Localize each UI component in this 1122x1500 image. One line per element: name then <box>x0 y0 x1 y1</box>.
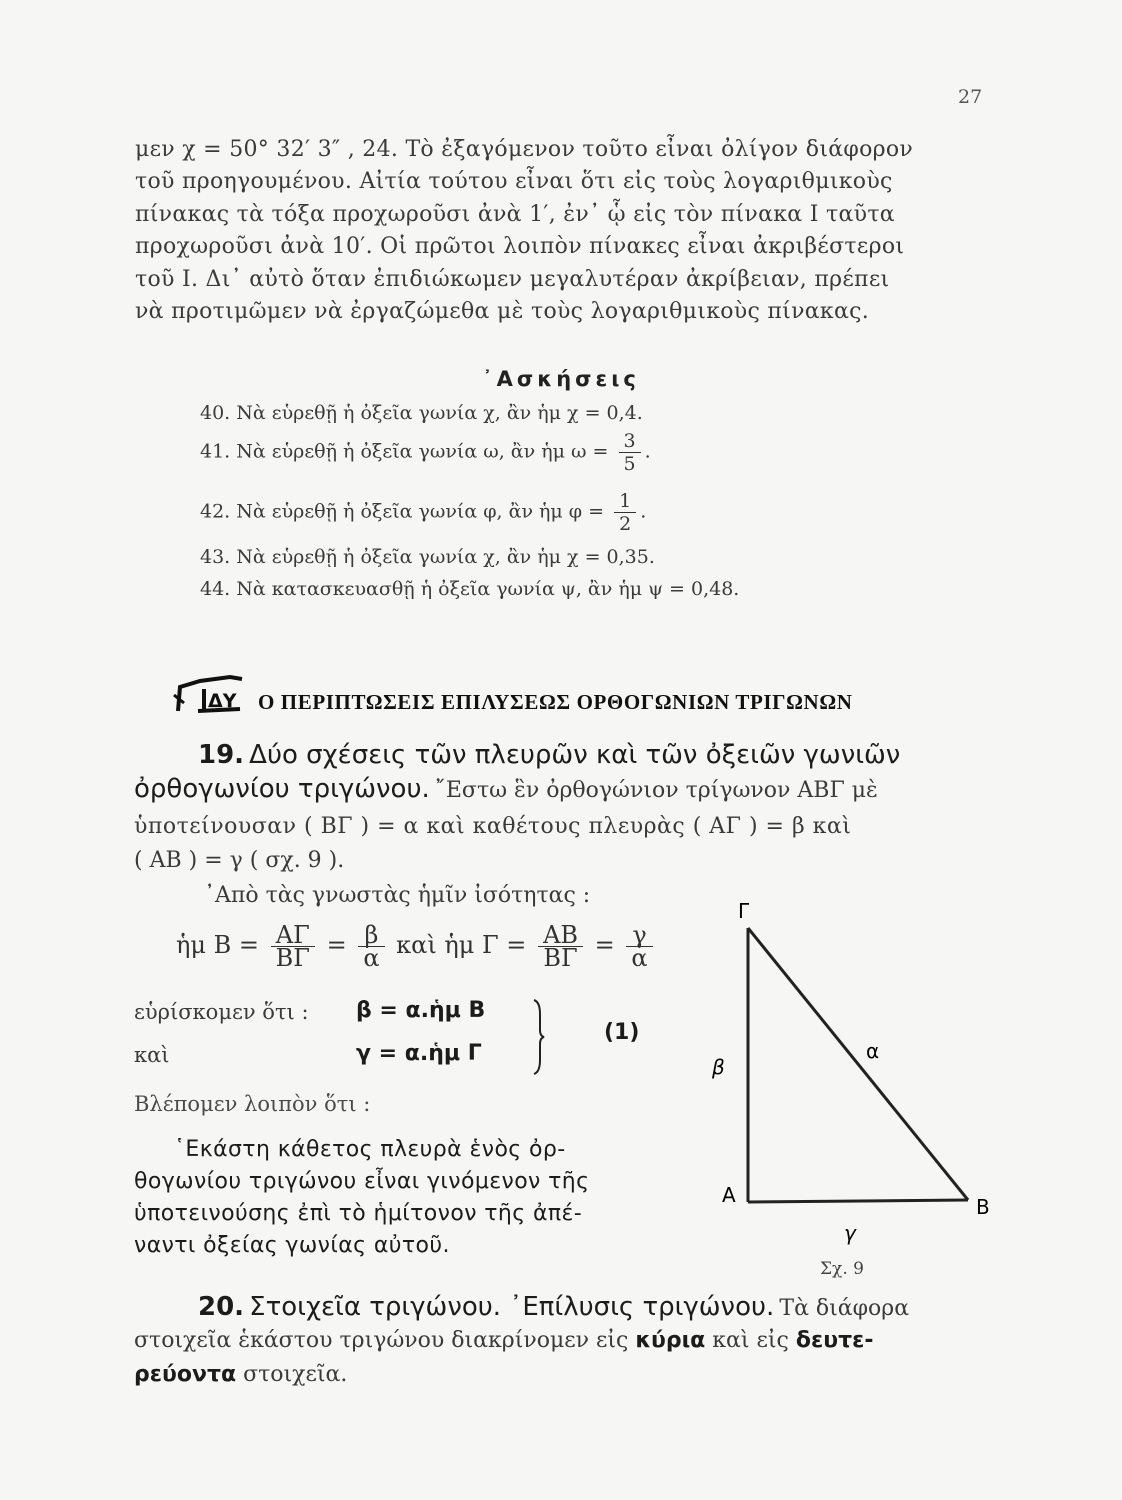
exercise-tail: . <box>644 440 651 463</box>
fraction-numerator: ΑΒ <box>538 924 583 947</box>
para19-heading-line <box>198 738 900 772</box>
rule-line: ναντι ὀξείας γωνίας αὐτοῦ. <box>134 1233 450 1258</box>
text-line: πίνακας τὰ τόξα προχωροῦσι ἀνὰ 1′, ἐν᾿ ᾧ εἰς τὸν πίνακα Ι ταῦτα <box>135 201 895 227</box>
exercise-item <box>200 490 646 535</box>
para19-line: ( ΑΒ ) = γ ( σχ. 9 ). <box>134 848 345 873</box>
para20-number: 20. <box>198 1292 245 1322</box>
vertex-label-left: Α <box>722 1183 736 1207</box>
fraction <box>626 921 652 972</box>
rule-line: θογωνίου τριγώνου εἶναι γινόμενον τῆς <box>134 1169 590 1194</box>
para20-line <box>134 1328 874 1353</box>
exercise-item <box>200 578 739 600</box>
exercise-number: 43. <box>200 546 231 568</box>
triangle-figure <box>700 890 1020 1290</box>
rule-statement <box>134 1134 714 1262</box>
term-primary: κύρια <box>635 1328 706 1353</box>
exercise-text: Νὰ εὑρεθῇ ἡ ὀξεῖα γωνία χ, ἂν ἡμ χ = 0,35. <box>236 546 655 568</box>
para20-text: στοιχεῖα. <box>243 1362 348 1387</box>
exercise-tail: . <box>640 500 647 523</box>
formula-mid: καὶ ἡμ Γ = <box>396 931 527 959</box>
section-title: Ο ΠΕΡΙΠΤΩΣΕΙΣ ΕΠΙΛΥΣΕΩΣ ΟΡΘΟΓΩΝΙΩΝ ΤΡΙΓΩΝΩΝ <box>258 690 853 714</box>
sine-formula <box>176 921 657 972</box>
result-equation: β = α.ἡμ Β <box>356 998 486 1023</box>
equals-sign: = <box>594 931 615 959</box>
exercise-text: Νὰ κατασκευασθῇ ἡ ὀξεῖα γωνία ψ, ἂν ἡμ ψ = 0,48. <box>236 578 740 600</box>
rule-line: ῾Εκάστη κάθετος πλευρὰ ἑνὸς ὀρ- <box>174 1137 566 1162</box>
page-number: 27 <box>958 86 983 108</box>
result-label: καὶ <box>134 1043 170 1067</box>
exercise-text: Νὰ εὑρεθῇ ἡ ὀξεῖα γωνία ω, ἂν ἡμ ω = <box>236 440 609 463</box>
para20-text: Τὰ διάφορα <box>779 1296 910 1321</box>
exercise-item <box>200 546 655 568</box>
side-ab <box>748 1200 968 1202</box>
para20-heading: Στοιχεῖα τριγώνου. ᾿Επίλυσις τριγώνου. <box>249 1292 775 1322</box>
para19-number: 19. <box>198 740 245 770</box>
equals-sign: = <box>326 931 347 959</box>
para19-text: ῎Εστω ἓν ὀρθογώνιον τρίγωνον ΑΒΓ μὲ <box>434 778 878 803</box>
conclusion-intro: Βλέπομεν λοιπὸν ὅτι : <box>134 1092 371 1116</box>
exercise-item <box>200 430 651 475</box>
para20-heading-line <box>198 1290 909 1324</box>
para19-heading: Δύο σχέσεις τῶν πλευρῶν καὶ τῶν ὀξειῶν γωνιῶν <box>249 740 901 770</box>
fraction <box>538 921 583 972</box>
fraction-denominator: α <box>631 944 648 972</box>
para19-line <box>134 772 878 806</box>
fraction-denominator: 5 <box>623 453 636 475</box>
side-label-gamma: γ <box>844 1221 856 1245</box>
text-line: τοῦ Ι. Δι᾿ αὐτὸ ὅταν ἐπιδιώκωμεν μεγαλυτέραν ἀκρίβειαν, πρέπει <box>135 266 890 292</box>
figure-caption: Σχ. 9 <box>820 1259 864 1279</box>
para20-text: καὶ εἰς <box>712 1328 789 1353</box>
exercises-heading: ᾿Ασκήσεις <box>482 367 640 391</box>
stamp-text: ΔΥ <box>208 690 237 712</box>
text-line: μεν χ = 50° 32′ 3″ , 24. Τὸ ἐξαγόμενον τοῦτο εἶναι ὀλίγον διάφορον <box>135 137 914 162</box>
fraction-numerator: 1 <box>614 490 636 513</box>
exercise-text: Νὰ εὑρεθῇ ἡ ὀξεῖα γωνία χ, ἂν ἡμ χ = 0,4. <box>236 402 643 424</box>
exercise-number: 42. <box>200 500 231 523</box>
fraction-numerator: β <box>358 924 384 947</box>
formula-lhs: ἡμ Β = <box>176 931 259 959</box>
term-secondary-cont: ρεύοντα <box>134 1362 237 1387</box>
para20-text: στοιχεῖα ἑκάστου τριγώνου διακρίνομεν εἰς <box>134 1328 629 1353</box>
result-label: εὑρίσκομεν ὅτι : <box>134 1000 309 1024</box>
vertex-label-top: Γ <box>738 899 750 923</box>
term-secondary: δευτε- <box>795 1328 874 1353</box>
para20-line <box>134 1362 347 1387</box>
para19-line: ὑποτείνουσαν ( ΒΓ ) = α καὶ καθέτους πλευρὰς ( ΑΓ ) = β καὶ <box>134 814 852 839</box>
fraction-denominator: ΒΓ <box>543 944 578 972</box>
vertex-label-right: Β <box>976 1195 990 1219</box>
exercise-text: Νὰ εὑρεθῇ ἡ ὀξεῖα γωνία φ, ἂν ἡμ φ = <box>236 500 605 523</box>
fraction-denominator: α <box>363 944 380 972</box>
exercise-item <box>200 402 643 424</box>
side-label-alpha: α <box>866 1039 880 1063</box>
intro-paragraph <box>135 134 985 328</box>
fraction <box>614 490 636 535</box>
fraction-numerator: 3 <box>619 430 641 453</box>
fraction <box>358 921 384 972</box>
text-line: νὰ προτιμῶμεν νὰ ἐργαζώμεθα μὲ τοὺς λογαριθμικοὺς πίνακας. <box>135 299 870 325</box>
equation-tag: (1) <box>604 1020 640 1045</box>
fraction-denominator: ΒΓ <box>275 944 310 972</box>
para19-line: ᾿Απὸ τὰς γνωστὰς ἡμῖν ἰσότητας : <box>204 883 591 908</box>
para19-heading-cont: ὀρθογωνίου τριγώνου. <box>134 774 430 804</box>
exercise-number: 40. <box>200 402 231 424</box>
fraction <box>619 430 641 475</box>
text-line: προχωροῦσι ἀνὰ 10′. Οἱ πρῶτοι λοιπὸν πίνακες εἶναι ἀκριβέστεροι <box>135 234 905 260</box>
exercise-number: 41. <box>200 440 231 463</box>
side-label-beta: β <box>712 1055 725 1079</box>
rule-line: ὑποτεινούσης ἐπὶ τὸ ἡμίτονον τῆς ἀπέ- <box>134 1201 583 1226</box>
text-line: τοῦ προηγουμένου. Αἰτία τούτου εἶναι ὅτι εἰς τοὺς λογαριθμικοὺς <box>135 169 893 195</box>
result-equation: γ = α.ἡμ Γ <box>356 1041 482 1066</box>
fraction-denominator: 2 <box>619 513 632 535</box>
fraction <box>271 921 315 972</box>
side-bg-hypotenuse <box>748 928 968 1200</box>
stamp-mark <box>170 667 248 719</box>
fraction-numerator: γ <box>626 924 652 947</box>
exercise-number: 44. <box>200 578 231 600</box>
right-brace <box>530 998 546 1076</box>
fraction-numerator: ΑΓ <box>271 924 315 947</box>
